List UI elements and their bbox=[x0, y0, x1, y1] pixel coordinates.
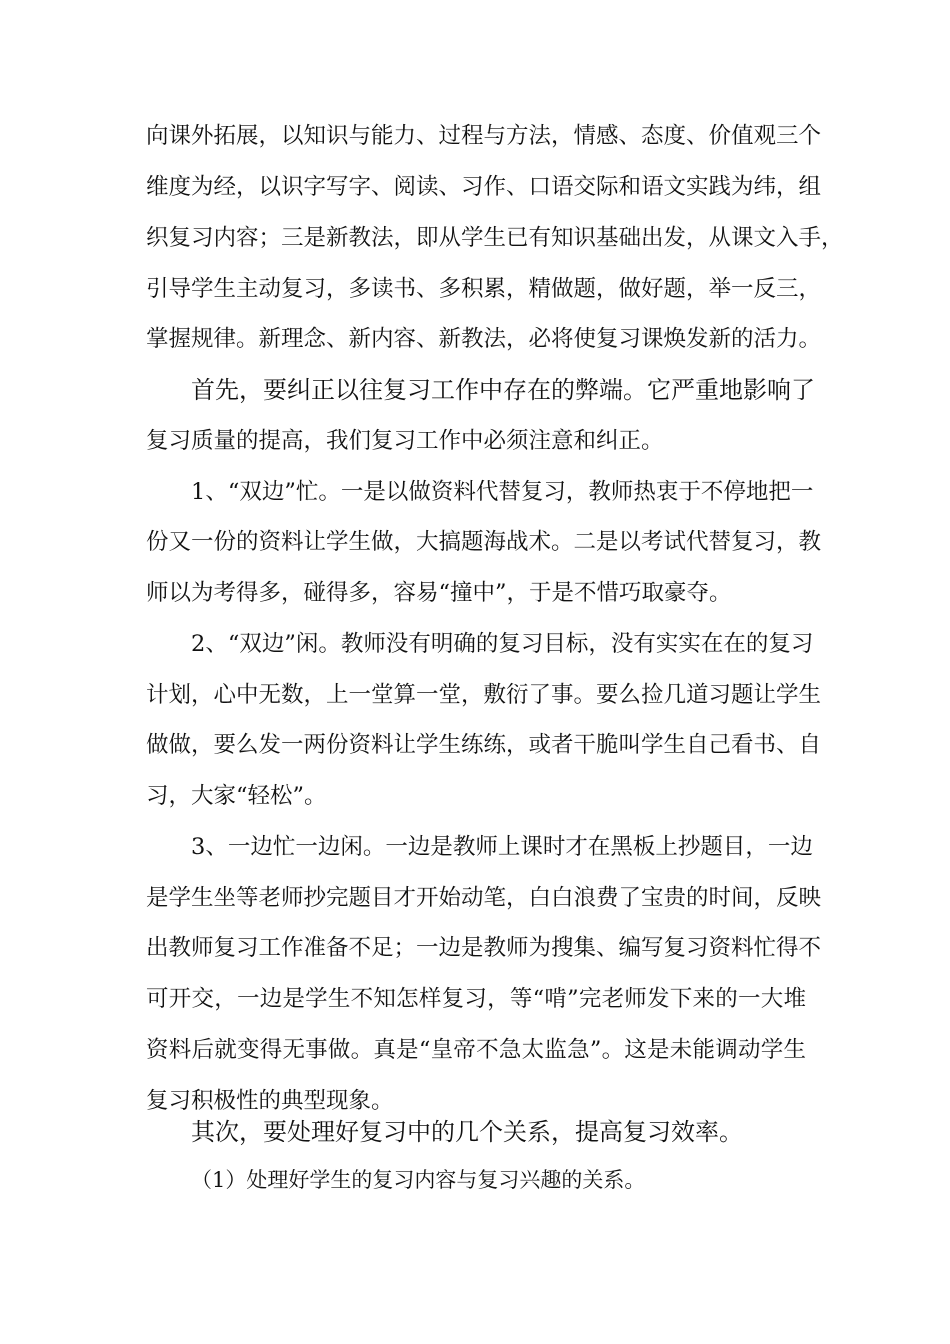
text-line: 做做，要么发一两份资料让学生练练，或者干脆叫学生自己看书、自 bbox=[146, 732, 822, 758]
text-line: 掌握规律。新理念、新内容、新教法，必将使复习课焕发新的活力。 bbox=[146, 326, 822, 352]
text-line: 是学生坐等老师抄完题目才开始动笔，白白浪费了宝贵的时间，反映 bbox=[146, 885, 822, 911]
section-heading-line: 其次，要处理好复习中的几个关系，提高复习效率。 bbox=[191, 1118, 743, 1146]
text-line: 资料后就变得无事做。真是“皇帝不急太监急”。这是未能调动学生 bbox=[146, 1037, 806, 1063]
text-line: 出教师复习工作准备不足；一边是教师为搜集、编写复习资料忙得不 bbox=[146, 935, 822, 961]
text-line: 维度为经，以识字写字、阅读、习作、口语交际和语文实践为纬，组 bbox=[146, 174, 822, 200]
text-line: 复习质量的提高，我们复习工作中必须注意和纠正。 bbox=[146, 428, 664, 454]
paragraph-first-line: 1、“双边”忙。一是以做资料代替复习，教师热衷于不停地把一 bbox=[191, 479, 814, 505]
text-line: 计划，心中无数，上一堂算一堂，敷衍了事。要么捡几道习题让学生 bbox=[146, 682, 822, 708]
text-line: 织复习内容；三是新教法，即从学生已有知识基础出发，从课文入手， bbox=[146, 225, 844, 251]
paragraph-first-line: 2、“双边”闲。教师没有明确的复习目标，没有实实在在的复习 bbox=[191, 631, 814, 657]
subsection-heading-line: （1）处理好学生的复习内容与复习兴趣的关系。 bbox=[191, 1168, 646, 1192]
text-line: 份又一份的资料让学生做，大搞题海战术。二是以考试代替复习，教 bbox=[146, 529, 822, 555]
text-line: 可开交，一边是学生不知怎样复习，等“啃”完老师发下来的一大堆 bbox=[146, 986, 806, 1012]
text-line: 向课外拓展，以知识与能力、过程与方法，情感、态度、价值观三个 bbox=[146, 123, 822, 149]
text-line: 复习积极性的典型现象。 bbox=[146, 1088, 394, 1114]
text-line: 习，大家“轻松”。 bbox=[146, 783, 327, 809]
text-line: 师以为考得多，碰得多，容易“撞中”，于是不惜巧取豪夺。 bbox=[146, 580, 732, 606]
paragraph-first-line: 首先，要纠正以往复习工作中存在的弊端。它严重地影响了 bbox=[191, 376, 815, 404]
paragraph-first-line: 3、一边忙一边闲。一边是教师上课时才在黑板上抄题目，一边 bbox=[191, 834, 813, 860]
text-line: 引导学生主动复习，多读书、多积累，精做题，做好题，举一反三， bbox=[146, 276, 822, 302]
